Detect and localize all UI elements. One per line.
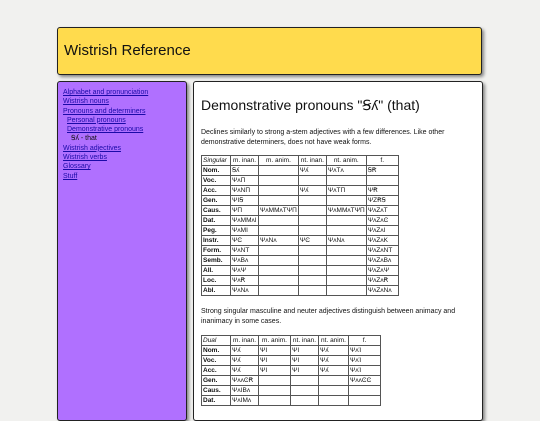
- form-cell: [319, 396, 349, 406]
- form-cell: [259, 266, 299, 276]
- form-cell: ΨΙ: [291, 356, 319, 366]
- form-cell: ΨʌΙΒʌ: [231, 386, 259, 396]
- form-cell: ΨΖꞦꞨ: [366, 196, 398, 206]
- form-cell: [326, 276, 366, 286]
- form-cell: [259, 376, 291, 386]
- form-cell: ΨʌΤΠ: [326, 186, 366, 196]
- form-cell: ΨΙ: [259, 346, 291, 356]
- header-banner: [57, 27, 482, 75]
- nav-demonstrative-pronouns[interactable]: Demonstrative pronouns: [67, 126, 144, 134]
- form-cell: ΨΙ: [291, 346, 319, 356]
- column-header: m. anim.: [259, 336, 291, 346]
- nav-pronouns[interactable]: Pronouns and determiners: [63, 107, 146, 115]
- table-row: [202, 256, 399, 266]
- column-header: m. anim.: [259, 156, 299, 166]
- case-label: Dat.: [202, 216, 231, 226]
- nav-personal-pronouns[interactable]: Personal pronouns: [67, 116, 126, 124]
- form-cell: ΨʌΒʌ: [231, 256, 259, 266]
- form-cell: [259, 176, 299, 186]
- case-label: Gen.: [202, 376, 231, 386]
- form-cell: [366, 176, 398, 186]
- form-cell: ΨʌΖʌΒʌ: [366, 256, 398, 266]
- table-row: [202, 396, 381, 406]
- form-cell: ΨʌΝΤ: [231, 246, 259, 256]
- form-cell: [319, 376, 349, 386]
- form-cell: [326, 256, 366, 266]
- form-cell: [259, 276, 299, 286]
- table-row: [202, 246, 399, 256]
- form-cell: ΨʌΖʌΚ: [366, 236, 398, 246]
- form-cell: ΨʌΊ: [349, 356, 381, 366]
- table-row: [202, 186, 399, 196]
- nav-current-page: Ꞩʎ - that: [71, 135, 97, 143]
- table-row: [202, 356, 381, 366]
- form-cell: [259, 226, 299, 236]
- case-label: Voc.: [202, 176, 231, 186]
- main-content: [193, 81, 483, 421]
- form-cell: [259, 186, 299, 196]
- form-cell: ΨΙ: [291, 366, 319, 376]
- table-row: [202, 226, 399, 236]
- form-cell: [326, 176, 366, 186]
- form-cell: [298, 176, 326, 186]
- form-cell: Ψʎ: [319, 356, 349, 366]
- case-label: Semb.: [202, 256, 231, 266]
- nav-glossary[interactable]: Glossary: [63, 163, 91, 171]
- dual-declension-table: [201, 335, 381, 406]
- nav-adjectives[interactable]: Wistrish adjectives: [63, 144, 121, 152]
- nav-stuff[interactable]: Stuff: [63, 172, 78, 180]
- form-cell: [326, 196, 366, 206]
- form-cell: [326, 246, 366, 256]
- form-cell: ΨʌʌϾϾ: [349, 376, 381, 386]
- table-row: [202, 366, 381, 376]
- form-cell: ΨʌΖʌꞦ: [366, 276, 398, 286]
- form-cell: [298, 216, 326, 226]
- case-label: Acc.: [202, 366, 231, 376]
- form-cell: ΨΠ: [231, 206, 259, 216]
- column-header: nt. inan.: [291, 336, 319, 346]
- case-label: Caus.: [202, 386, 231, 396]
- form-cell: ΨʌʌϾꞦ: [231, 376, 259, 386]
- form-cell: [259, 166, 299, 176]
- case-label: Nom.: [202, 346, 231, 356]
- column-header: f.: [366, 156, 398, 166]
- form-cell: ΨʌΜΜʌΤΨΠ: [327, 206, 365, 214]
- form-cell: Ψʎ: [298, 186, 326, 196]
- column-header: f.: [349, 336, 381, 346]
- form-cell: ΨʌΤʌ: [326, 166, 366, 176]
- form-cell: ΨʌꞦ: [231, 276, 259, 286]
- case-label: Acc.: [202, 186, 231, 196]
- form-cell: ΨʌΜΙ: [231, 226, 259, 236]
- form-cell: ΨʌΊ: [349, 346, 381, 356]
- form-cell: [349, 386, 381, 396]
- form-cell: ΨΙꞨ: [231, 196, 259, 206]
- form-cell: [349, 396, 381, 406]
- form-cell: Ψʎ: [319, 346, 349, 356]
- form-cell: [259, 386, 291, 396]
- table-corner: Singular: [202, 156, 231, 166]
- table-header-row: [202, 156, 399, 166]
- case-label: Caus.: [202, 206, 231, 216]
- column-header: m. inan.: [231, 336, 259, 346]
- column-header: m. inan.: [231, 156, 259, 166]
- case-label: Nom.: [202, 166, 231, 176]
- sidebar-nav: [57, 81, 187, 421]
- form-cell: [298, 246, 326, 256]
- case-label: Voc.: [202, 356, 231, 366]
- form-cell: ΨΙ: [259, 356, 291, 366]
- form-cell: [259, 196, 299, 206]
- form-cell: ΨʌΠ: [231, 176, 259, 186]
- form-cell: [326, 286, 366, 296]
- form-cell: ΨϾ: [231, 236, 259, 246]
- form-cell: [298, 286, 326, 296]
- form-cell: ΨΙ: [259, 366, 291, 376]
- form-cell: [298, 206, 326, 216]
- form-cell: ΨʌΖʌΤ: [366, 206, 398, 216]
- form-cell: [326, 266, 366, 276]
- case-label: Peg.: [202, 226, 231, 236]
- form-cell: Ψʎ: [298, 166, 326, 176]
- form-cell: [259, 396, 291, 406]
- form-cell: ꞨꞦ: [366, 166, 398, 176]
- table-row: [202, 386, 381, 396]
- form-cell: ΨʌΝʌ: [259, 236, 299, 246]
- form-cell: [298, 256, 326, 266]
- table-row: [202, 236, 399, 246]
- form-cell: ΨʌΖʌΝΤ: [366, 246, 398, 256]
- form-cell: [259, 246, 299, 256]
- form-cell: [298, 276, 326, 286]
- table-row: [202, 216, 399, 226]
- form-cell: Ψʎ: [319, 366, 349, 376]
- case-label: Gen.: [202, 196, 231, 206]
- form-cell: [298, 226, 326, 236]
- form-cell: [319, 386, 349, 396]
- site-title[interactable]: Wistrish Reference: [64, 42, 191, 59]
- nav-nouns[interactable]: Wistrish nouns: [63, 98, 109, 106]
- animacy-note: Strong singular masculine and neuter adjectives distinguish between animacy and inanimacy in some cases.: [201, 308, 456, 325]
- table-row: [202, 276, 399, 286]
- form-cell: [298, 266, 326, 276]
- form-cell: [291, 376, 319, 386]
- form-cell: [326, 226, 366, 236]
- table-row: [202, 196, 399, 206]
- form-cell: [326, 216, 366, 226]
- column-header: nt. anim.: [326, 156, 366, 166]
- form-cell: Ψʎ: [231, 356, 259, 366]
- table-row: [202, 346, 381, 356]
- form-cell: Ψʎ: [231, 346, 259, 356]
- form-cell: ΨʌΖʌΝʌ: [366, 286, 398, 296]
- column-header: nt. inan.: [298, 156, 326, 166]
- table-row: [202, 206, 399, 216]
- form-cell: [291, 386, 319, 396]
- form-cell: ΨʌΜΜʌΙ: [232, 216, 257, 224]
- intro-paragraph: Declines similarly to strong a-stem adjectives with a few differences. Like other demonstrative determiners, does not have weak forms.: [201, 129, 445, 146]
- case-label: Abl.: [202, 286, 231, 296]
- table-row: [202, 266, 399, 276]
- form-cell: [259, 256, 299, 266]
- table-body: [202, 166, 399, 296]
- page-title: Demonstrative pronouns "Ꞩʎ" (that): [201, 97, 420, 113]
- form-cell: [298, 196, 326, 206]
- table-header-row: [202, 336, 381, 346]
- table-row: [202, 166, 399, 176]
- table-body: [202, 346, 381, 406]
- form-cell: ΨʌΙΜʌ: [231, 396, 259, 406]
- table-row: [202, 286, 399, 296]
- form-cell: ΨʌΖʌΙ: [366, 226, 398, 236]
- case-label: All.: [202, 266, 231, 276]
- table-row: [202, 376, 381, 386]
- case-label: Dat.: [202, 396, 231, 406]
- form-cell: ΨʌΖʌϾ: [366, 216, 398, 226]
- table-corner: Dual: [202, 336, 231, 346]
- form-cell: ΨϾ: [298, 236, 326, 246]
- form-cell: [291, 396, 319, 406]
- form-cell: ΨʌΝʌ: [326, 236, 366, 246]
- form-cell: ΨʌΝʌ: [231, 286, 259, 296]
- case-label: Loc.: [202, 276, 231, 286]
- form-cell: [259, 216, 299, 226]
- table-row: [202, 176, 399, 186]
- form-cell: [259, 286, 299, 296]
- form-cell: Ψʎ: [231, 366, 259, 376]
- form-cell: ΨʌΖʌΨ: [366, 266, 398, 276]
- nav-alphabet[interactable]: Alphabet and pronunciation: [63, 89, 149, 96]
- form-cell: ΨʌΨ: [231, 266, 259, 276]
- form-cell: ΨʌΝΠ: [231, 186, 259, 196]
- form-cell: ΨʌΜΜʌΤΨΠ: [260, 206, 297, 214]
- case-label: Instr.: [202, 236, 231, 246]
- column-header: nt. anim.: [319, 336, 349, 346]
- form-cell: ΨꞦ: [366, 186, 398, 196]
- singular-declension-table: [201, 155, 399, 296]
- form-cell: Ꞩʎ: [231, 166, 259, 176]
- form-cell: ΨʌΊ: [349, 366, 381, 376]
- case-label: Form.: [202, 246, 231, 256]
- nav-verbs[interactable]: Wistrish verbs: [63, 154, 107, 162]
